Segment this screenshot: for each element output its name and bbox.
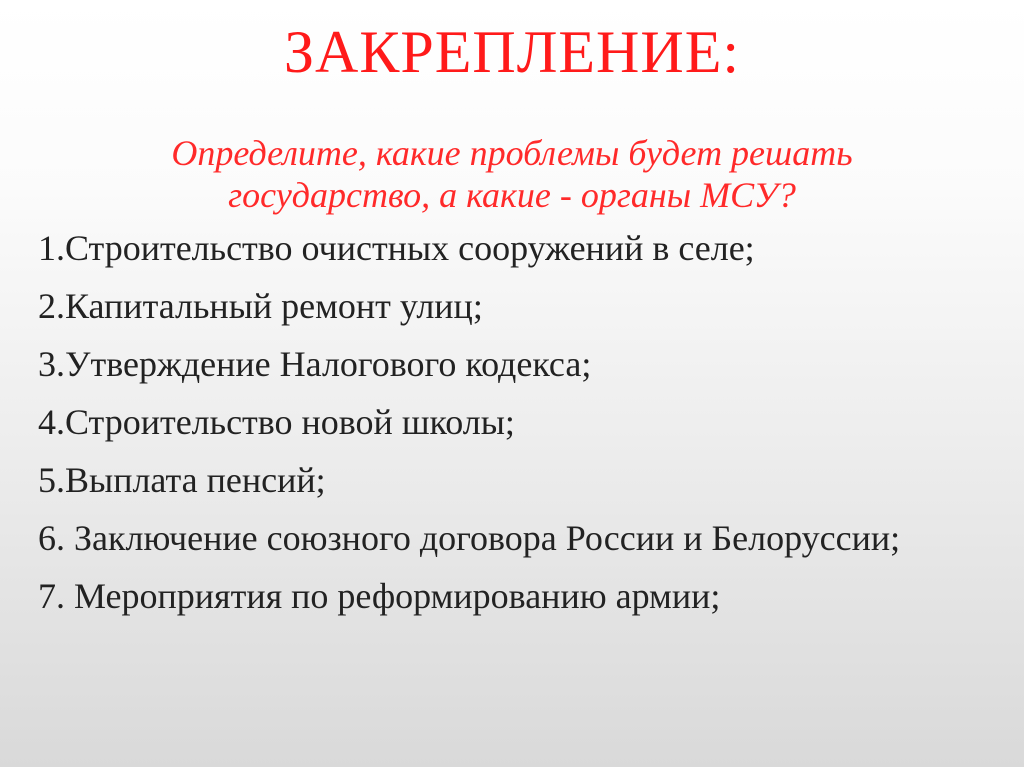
list-item: 7. Мероприятия по реформированию армии; bbox=[38, 576, 721, 616]
slide-subtitle bbox=[60, 132, 964, 216]
list-item: 2.Капитальный ремонт улиц; bbox=[38, 286, 483, 326]
list-item: 3.Утверждение Налогового кодекса; bbox=[38, 344, 592, 384]
list-item: 5.Выплата пенсий; bbox=[38, 460, 326, 500]
task-list bbox=[38, 230, 998, 636]
subtitle-line-2: государство, а какие - органы МСУ? bbox=[228, 175, 796, 215]
list-item: 1.Строительство очистных сооружений в селе; bbox=[38, 228, 755, 268]
slide-title: ЗАКРЕПЛЕНИЕ: bbox=[283, 19, 741, 85]
list-item: 6. Заключение союзного договора России и Белоруссии; bbox=[38, 518, 901, 558]
subtitle-line-1: Определите, какие проблемы будет решать bbox=[171, 133, 853, 173]
list-item: 4.Строительство новой школы; bbox=[38, 402, 515, 442]
